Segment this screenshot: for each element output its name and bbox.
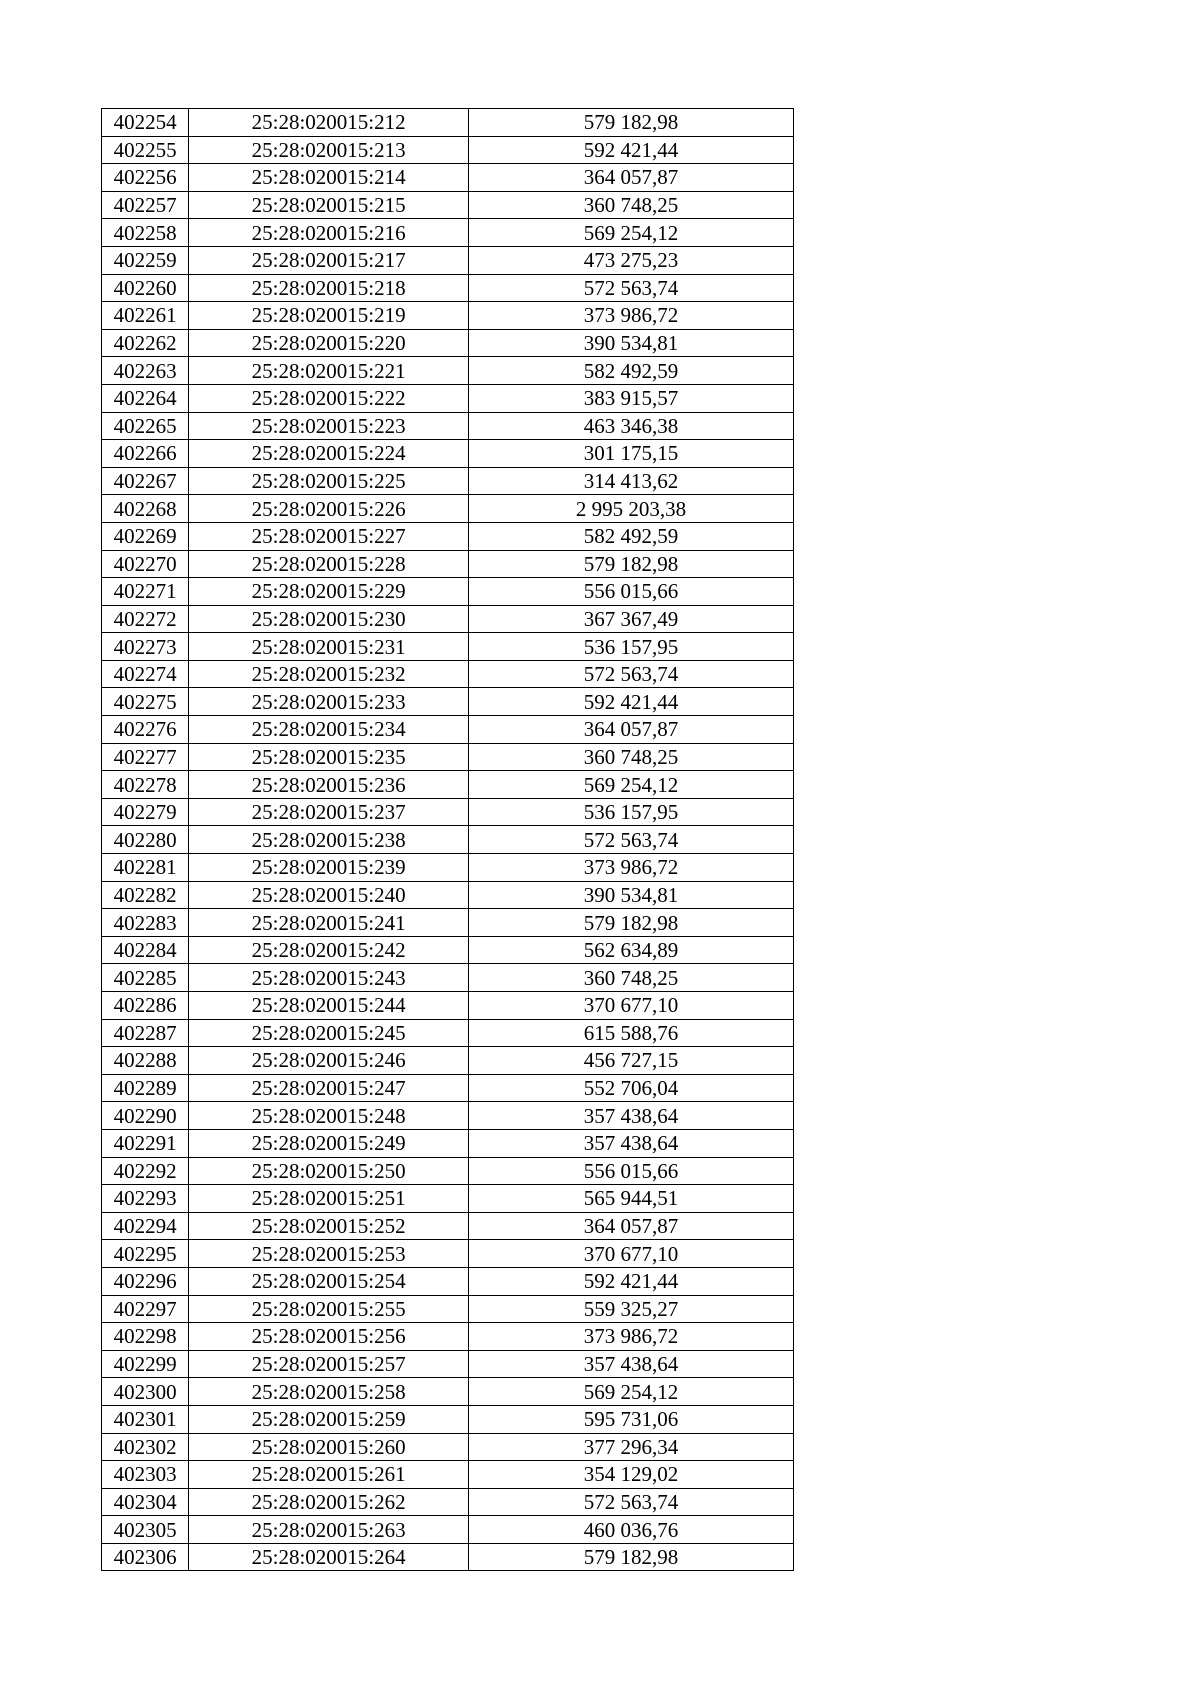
- row-number-cell: 402291: [102, 1129, 189, 1157]
- row-number-cell: 402287: [102, 1019, 189, 1047]
- cadastral-value-cell: 360 748,25: [469, 191, 794, 219]
- row-number-cell: 402259: [102, 246, 189, 274]
- cadastral-value-cell: 301 175,15: [469, 440, 794, 468]
- table-row: [102, 1102, 794, 1130]
- cadastral-number-cell: 25:28:020015:216: [189, 219, 469, 247]
- cadastral-number-cell: 25:28:020015:244: [189, 992, 469, 1020]
- cadastral-value-cell: 592 421,44: [469, 136, 794, 164]
- row-number-cell: 402284: [102, 936, 189, 964]
- cadastral-number-cell: 25:28:020015:258: [189, 1378, 469, 1406]
- cadastral-value-cell: 390 534,81: [469, 881, 794, 909]
- row-number-cell: 402275: [102, 688, 189, 716]
- cadastral-number-cell: 25:28:020015:230: [189, 605, 469, 633]
- cadastral-number-cell: 25:28:020015:255: [189, 1295, 469, 1323]
- table-row: [102, 688, 794, 716]
- cadastral-value-cell: 390 534,81: [469, 329, 794, 357]
- cadastral-number-cell: 25:28:020015:241: [189, 909, 469, 937]
- cadastral-value-cell: 565 944,51: [469, 1185, 794, 1213]
- row-number-cell: 402269: [102, 522, 189, 550]
- row-number-cell: 402290: [102, 1102, 189, 1130]
- cadastral-value-cell: 370 677,10: [469, 992, 794, 1020]
- table-row: [102, 909, 794, 937]
- table-row: [102, 633, 794, 661]
- row-number-cell: 402296: [102, 1267, 189, 1295]
- cadastral-number-cell: 25:28:020015:228: [189, 550, 469, 578]
- table-row: [102, 467, 794, 495]
- row-number-cell: 402260: [102, 274, 189, 302]
- cadastral-number-cell: 25:28:020015:261: [189, 1461, 469, 1489]
- table-row: [102, 936, 794, 964]
- cadastral-value-cell: 572 563,74: [469, 274, 794, 302]
- table-row: [102, 246, 794, 274]
- cadastral-number-cell: 25:28:020015:229: [189, 578, 469, 606]
- cadastral-number-cell: 25:28:020015:223: [189, 412, 469, 440]
- row-number-cell: 402302: [102, 1433, 189, 1461]
- cadastral-number-cell: 25:28:020015:264: [189, 1543, 469, 1571]
- row-number-cell: 402299: [102, 1350, 189, 1378]
- cadastral-number-cell: 25:28:020015:222: [189, 384, 469, 412]
- cadastral-number-cell: 25:28:020015:231: [189, 633, 469, 661]
- cadastral-value-cell: 615 588,76: [469, 1019, 794, 1047]
- table-row: [102, 1157, 794, 1185]
- table-row: [102, 605, 794, 633]
- cadastral-value-cell: 592 421,44: [469, 688, 794, 716]
- table-row: [102, 660, 794, 688]
- cadastral-number-cell: 25:28:020015:247: [189, 1074, 469, 1102]
- row-number-cell: 402293: [102, 1185, 189, 1213]
- row-number-cell: 402278: [102, 771, 189, 799]
- cadastral-number-cell: 25:28:020015:242: [189, 936, 469, 964]
- cadastral-number-cell: 25:28:020015:221: [189, 357, 469, 385]
- cadastral-number-cell: 25:28:020015:225: [189, 467, 469, 495]
- table-row: [102, 1240, 794, 1268]
- row-number-cell: 402273: [102, 633, 189, 661]
- cadastral-number-cell: 25:28:020015:239: [189, 854, 469, 882]
- cadastral-value-cell: 552 706,04: [469, 1074, 794, 1102]
- cadastral-value-cell: 367 367,49: [469, 605, 794, 633]
- row-number-cell: 402267: [102, 467, 189, 495]
- cadastral-value-cell: 357 438,64: [469, 1102, 794, 1130]
- row-number-cell: 402281: [102, 854, 189, 882]
- cadastral-value-cell: 579 182,98: [469, 1543, 794, 1571]
- cadastral-number-cell: 25:28:020015:243: [189, 964, 469, 992]
- cadastral-number-cell: 25:28:020015:260: [189, 1433, 469, 1461]
- cadastral-number-cell: 25:28:020015:224: [189, 440, 469, 468]
- table-row: [102, 1267, 794, 1295]
- table-row: [102, 798, 794, 826]
- cadastral-value-cell: 360 748,25: [469, 964, 794, 992]
- cadastral-value-cell: 536 157,95: [469, 798, 794, 826]
- table-row: [102, 1323, 794, 1351]
- cadastral-value-cell: 463 346,38: [469, 412, 794, 440]
- row-number-cell: 402300: [102, 1378, 189, 1406]
- cadastral-value-cell: 579 182,98: [469, 109, 794, 137]
- row-number-cell: 402254: [102, 109, 189, 137]
- cadastral-value-cell: 456 727,15: [469, 1047, 794, 1075]
- row-number-cell: 402306: [102, 1543, 189, 1571]
- table-row: [102, 219, 794, 247]
- cadastral-value-cell: 373 986,72: [469, 854, 794, 882]
- cadastral-number-cell: 25:28:020015:240: [189, 881, 469, 909]
- row-number-cell: 402298: [102, 1323, 189, 1351]
- table-row: [102, 1350, 794, 1378]
- cadastral-number-cell: 25:28:020015:213: [189, 136, 469, 164]
- cadastral-number-cell: 25:28:020015:212: [189, 109, 469, 137]
- row-number-cell: 402294: [102, 1212, 189, 1240]
- table-row: [102, 384, 794, 412]
- cadastral-number-cell: 25:28:020015:254: [189, 1267, 469, 1295]
- table-row: [102, 1295, 794, 1323]
- cadastral-number-cell: 25:28:020015:218: [189, 274, 469, 302]
- cadastral-value-cell: 562 634,89: [469, 936, 794, 964]
- cadastral-number-cell: 25:28:020015:249: [189, 1129, 469, 1157]
- table-row: [102, 1405, 794, 1433]
- row-number-cell: 402301: [102, 1405, 189, 1433]
- row-number-cell: 402258: [102, 219, 189, 247]
- cadastral-value-cell: 569 254,12: [469, 771, 794, 799]
- cadastral-value-cell: 373 986,72: [469, 302, 794, 330]
- cadastral-number-cell: 25:28:020015:248: [189, 1102, 469, 1130]
- cadastral-value-cell: 314 413,62: [469, 467, 794, 495]
- row-number-cell: 402262: [102, 329, 189, 357]
- cadastral-number-cell: 25:28:020015:219: [189, 302, 469, 330]
- cadastral-number-cell: 25:28:020015:259: [189, 1405, 469, 1433]
- cadastral-value-cell: 559 325,27: [469, 1295, 794, 1323]
- table-row: [102, 771, 794, 799]
- row-number-cell: 402268: [102, 495, 189, 523]
- table-row: [102, 412, 794, 440]
- cadastral-value-cell: 572 563,74: [469, 660, 794, 688]
- cadastral-number-cell: 25:28:020015:214: [189, 164, 469, 192]
- table-row: [102, 357, 794, 385]
- cadastral-value-cell: 377 296,34: [469, 1433, 794, 1461]
- cadastral-value-cell: 364 057,87: [469, 716, 794, 744]
- cadastral-number-cell: 25:28:020015:235: [189, 743, 469, 771]
- table-row: [102, 495, 794, 523]
- cadastral-number-cell: 25:28:020015:237: [189, 798, 469, 826]
- cadastral-value-cell: 383 915,57: [469, 384, 794, 412]
- row-number-cell: 402304: [102, 1488, 189, 1516]
- table-row: [102, 1488, 794, 1516]
- cadastral-value-cell: 582 492,59: [469, 357, 794, 385]
- row-number-cell: 402282: [102, 881, 189, 909]
- cadastral-number-cell: 25:28:020015:234: [189, 716, 469, 744]
- table-row: [102, 329, 794, 357]
- cadastral-value-cell: 572 563,74: [469, 1488, 794, 1516]
- row-number-cell: 402265: [102, 412, 189, 440]
- row-number-cell: 402305: [102, 1516, 189, 1544]
- cadastral-value-cell: 460 036,76: [469, 1516, 794, 1544]
- table-row: [102, 136, 794, 164]
- row-number-cell: 402257: [102, 191, 189, 219]
- table-row: [102, 964, 794, 992]
- table-row: [102, 164, 794, 192]
- cadastral-number-cell: 25:28:020015:220: [189, 329, 469, 357]
- cadastral-number-cell: 25:28:020015:215: [189, 191, 469, 219]
- row-number-cell: 402272: [102, 605, 189, 633]
- cadastral-number-cell: 25:28:020015:251: [189, 1185, 469, 1213]
- table-row: [102, 1019, 794, 1047]
- cadastral-value-cell: 556 015,66: [469, 578, 794, 606]
- table-row: [102, 550, 794, 578]
- table-row: [102, 274, 794, 302]
- cadastral-value-cell: 556 015,66: [469, 1157, 794, 1185]
- table-row: [102, 743, 794, 771]
- row-number-cell: 402283: [102, 909, 189, 937]
- cadastral-number-cell: 25:28:020015:233: [189, 688, 469, 716]
- table-row: [102, 302, 794, 330]
- cadastral-number-cell: 25:28:020015:236: [189, 771, 469, 799]
- row-number-cell: 402288: [102, 1047, 189, 1075]
- row-number-cell: 402289: [102, 1074, 189, 1102]
- table-row: [102, 992, 794, 1020]
- row-number-cell: 402266: [102, 440, 189, 468]
- table-row: [102, 522, 794, 550]
- cadastral-number-cell: 25:28:020015:262: [189, 1488, 469, 1516]
- table-row: [102, 716, 794, 744]
- cadastral-number-cell: 25:28:020015:232: [189, 660, 469, 688]
- cadastral-value-cell: 579 182,98: [469, 909, 794, 937]
- cadastral-value-cell: 592 421,44: [469, 1267, 794, 1295]
- cadastral-number-cell: 25:28:020015:238: [189, 826, 469, 854]
- row-number-cell: 402297: [102, 1295, 189, 1323]
- row-number-cell: 402285: [102, 964, 189, 992]
- table-row: [102, 1074, 794, 1102]
- cadastral-value-cell: 473 275,23: [469, 246, 794, 274]
- cadastral-value-cell: 579 182,98: [469, 550, 794, 578]
- row-number-cell: 402274: [102, 660, 189, 688]
- cadastral-number-cell: 25:28:020015:246: [189, 1047, 469, 1075]
- cadastral-value-cell: 373 986,72: [469, 1323, 794, 1351]
- table-row: [102, 1433, 794, 1461]
- row-number-cell: 402286: [102, 992, 189, 1020]
- table-row: [102, 1047, 794, 1075]
- cadastral-value-cell: 536 157,95: [469, 633, 794, 661]
- row-number-cell: 402292: [102, 1157, 189, 1185]
- row-number-cell: 402256: [102, 164, 189, 192]
- cadastral-number-cell: 25:28:020015:227: [189, 522, 469, 550]
- cadastral-value-cell: 364 057,87: [469, 1212, 794, 1240]
- table-row: [102, 191, 794, 219]
- row-number-cell: 402279: [102, 798, 189, 826]
- table-body: [102, 109, 794, 1571]
- cadastral-value-cell: 572 563,74: [469, 826, 794, 854]
- cadastral-value-cell: 569 254,12: [469, 1378, 794, 1406]
- cadastral-value-cell: 357 438,64: [469, 1129, 794, 1157]
- cadastral-value-cell: 2 995 203,38: [469, 495, 794, 523]
- table-row: [102, 440, 794, 468]
- row-number-cell: 402263: [102, 357, 189, 385]
- row-number-cell: 402276: [102, 716, 189, 744]
- table-row: [102, 1543, 794, 1571]
- table-row: [102, 1461, 794, 1489]
- cadastral-number-cell: 25:28:020015:245: [189, 1019, 469, 1047]
- cadastral-number-cell: 25:28:020015:253: [189, 1240, 469, 1268]
- land-parcel-table: [101, 108, 794, 1571]
- cadastral-value-cell: 364 057,87: [469, 164, 794, 192]
- cadastral-number-cell: 25:28:020015:263: [189, 1516, 469, 1544]
- cadastral-value-cell: 354 129,02: [469, 1461, 794, 1489]
- table-row: [102, 881, 794, 909]
- cadastral-number-cell: 25:28:020015:250: [189, 1157, 469, 1185]
- table-row: [102, 826, 794, 854]
- cadastral-number-cell: 25:28:020015:257: [189, 1350, 469, 1378]
- cadastral-number-cell: 25:28:020015:217: [189, 246, 469, 274]
- table-row: [102, 1185, 794, 1213]
- cadastral-number-cell: 25:28:020015:226: [189, 495, 469, 523]
- cadastral-value-cell: 370 677,10: [469, 1240, 794, 1268]
- row-number-cell: 402303: [102, 1461, 189, 1489]
- cadastral-value-cell: 360 748,25: [469, 743, 794, 771]
- row-number-cell: 402261: [102, 302, 189, 330]
- row-number-cell: 402270: [102, 550, 189, 578]
- table-row: [102, 578, 794, 606]
- row-number-cell: 402255: [102, 136, 189, 164]
- cadastral-value-cell: 357 438,64: [469, 1350, 794, 1378]
- cadastral-value-cell: 569 254,12: [469, 219, 794, 247]
- table-row: [102, 1378, 794, 1406]
- row-number-cell: 402277: [102, 743, 189, 771]
- row-number-cell: 402280: [102, 826, 189, 854]
- table-row: [102, 1516, 794, 1544]
- cadastral-value-cell: 595 731,06: [469, 1405, 794, 1433]
- row-number-cell: 402271: [102, 578, 189, 606]
- table-row: [102, 1129, 794, 1157]
- cadastral-value-cell: 582 492,59: [469, 522, 794, 550]
- row-number-cell: 402264: [102, 384, 189, 412]
- cadastral-number-cell: 25:28:020015:252: [189, 1212, 469, 1240]
- table-row: [102, 109, 794, 137]
- cadastral-number-cell: 25:28:020015:256: [189, 1323, 469, 1351]
- row-number-cell: 402295: [102, 1240, 189, 1268]
- table-row: [102, 854, 794, 882]
- table-row: [102, 1212, 794, 1240]
